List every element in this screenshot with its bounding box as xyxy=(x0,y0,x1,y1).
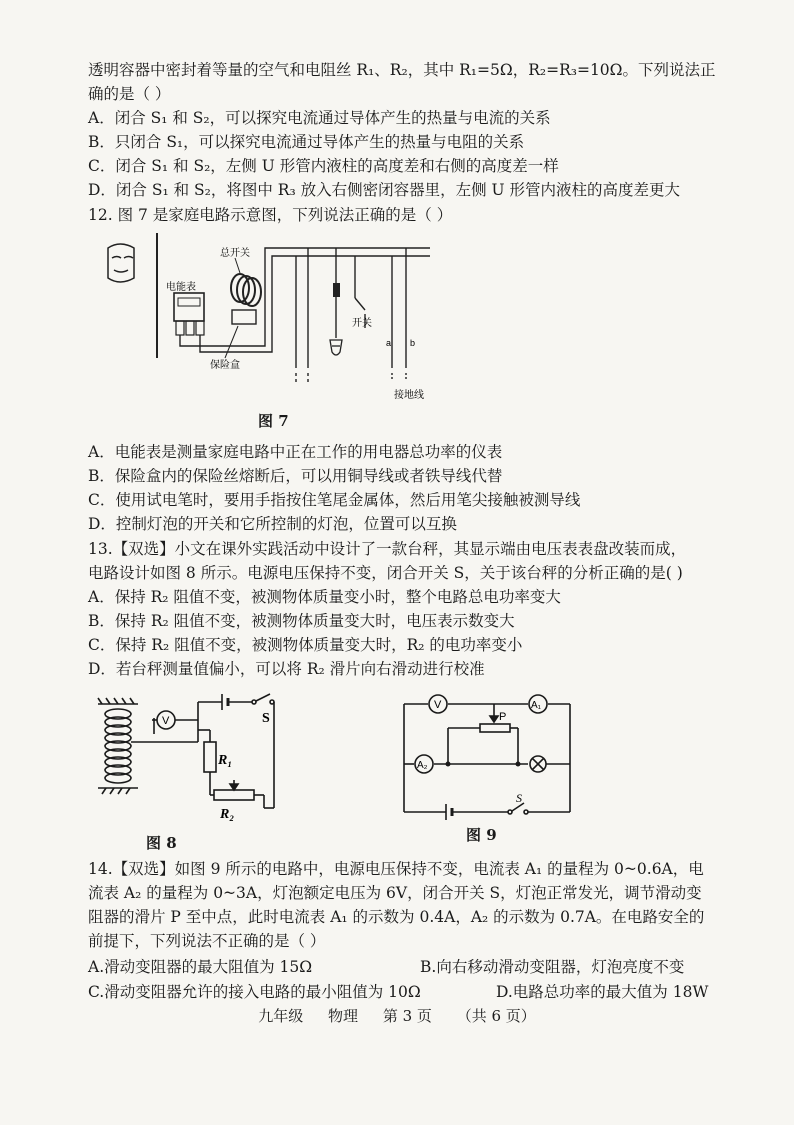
figure-7-household-circuit xyxy=(100,228,440,408)
label-switch: 开关 xyxy=(352,318,372,329)
label-a2: A₂ xyxy=(417,760,428,771)
q12-option-a: A．电能表是测量家庭电路中正在工作的用电器总功率的仪表 xyxy=(88,443,503,461)
q12-stem: 12. 图 7 是家庭电路示意图，下列说法正确的是（ ） xyxy=(88,206,453,224)
figure-8-caption: 图 8 xyxy=(146,834,177,852)
figure-9-parallel-circuit xyxy=(398,692,578,822)
label-main-switch: 总开关 xyxy=(220,248,250,259)
label-a1: A₁ xyxy=(531,700,542,711)
q13-option-d: D．若台秤测量值偏小，可以将 R₂ 滑片向右滑动进行校准 xyxy=(88,660,485,678)
label-energy-meter: 电能表 xyxy=(166,282,196,293)
footer-total: （共 6 页） xyxy=(456,1007,536,1025)
q11-option-d: D．闭合 S₁ 和 S₂，将图中 R₃ 放入右侧密闭容器里，左侧 U 形管内液柱的高度差更大 xyxy=(88,181,681,199)
q14-option-b: B.向右移动滑动变阻器，灯泡亮度不变 xyxy=(420,958,685,976)
q11-option-c: C．闭合 S₁ 和 S₂，左侧 U 形管内液柱的高度差和右侧的高度差一样 xyxy=(88,157,559,175)
q13-line1: 13.【双选】小文在课外实践活动中设计了一款台秤，其显示端由电压表表盘改装而成， xyxy=(88,540,687,558)
label-switch-s: S xyxy=(262,711,270,726)
label-r2: R₂ xyxy=(220,807,235,822)
q14-option-c: C.滑动变阻器允许的接入电路的最小阻值为 10Ω xyxy=(88,983,421,1001)
q14-line1: 14.【双选】如图 9 所示的电路中，电源电压保持不变，电流表 A₁ 的量程为 0~0.6A，电 xyxy=(88,860,704,878)
q14-line2: 流表 A₂ 的量程为 0~3A，灯泡额定电压为 6V，闭合开关 S，灯泡正常发光，调节滑动变 xyxy=(88,884,702,902)
q14-option-d: D.电路总功率的最大值为 18W xyxy=(496,983,709,1001)
footer-subject: 物理 xyxy=(328,1007,359,1025)
footer-grade: 九年级 xyxy=(258,1007,304,1025)
label-p: P xyxy=(499,711,507,723)
face-sketch xyxy=(108,244,134,282)
q12-option-b: B．保险盒内的保险丝熔断后，可以用铜导线或者铁导线代替 xyxy=(88,467,503,485)
resistor-r1 xyxy=(204,742,216,772)
q12-option-c: C．使用试电笔时，要用手指按住笔尾金属体，然后用笔尖接触被测导线 xyxy=(88,491,581,509)
q12-option-d: D．控制灯泡的开关和它所控制的灯泡，位置可以互换 xyxy=(88,515,457,533)
fuse-box xyxy=(232,310,256,324)
q14-line3: 阻器的滑片 P 至中点，此时电流表 A₁ 的示数为 0.4A，A₂ 的示数为 0.7A。在电路安全的 xyxy=(88,908,705,926)
label-voltmeter: V xyxy=(434,699,442,711)
label-r1: R₁ xyxy=(218,753,233,768)
figure-9-caption: 图 9 xyxy=(466,826,497,844)
q13-option-c: C．保持 R₂ 阻值不变，被测物体质量变大时，R₂ 的电功率变小 xyxy=(88,636,523,654)
label-b: b xyxy=(410,338,416,348)
label-fuse-box: 保险盒 xyxy=(210,360,240,371)
q14-option-a: A.滑动变阻器的最大阻值为 15Ω xyxy=(88,958,313,976)
label-ground: 接地线 xyxy=(394,390,424,401)
lamp-icon xyxy=(330,340,342,355)
q11-option-a: A．闭合 S₁ 和 S₂，可以探究电流通过导体产生的热量与电流的关系 xyxy=(88,109,551,127)
q14-line4: 前提下，下列说法不正确的是（ ） xyxy=(88,932,326,950)
figure-8-scale-circuit xyxy=(94,690,294,830)
q11-option-b: B．只闭合 S₁，可以探究电流通过导体产生的热量与电阻的关系 xyxy=(88,133,525,151)
footer-page: 第 3 页 xyxy=(382,1007,432,1025)
label-a: a xyxy=(386,338,392,348)
q13-option-b: B．保持 R₂ 阻值不变，被测物体质量变大时，电压表示数变大 xyxy=(88,612,515,630)
energy-meter xyxy=(174,293,204,321)
q11-line2: 确的是（ ） xyxy=(88,85,171,103)
figure-7-caption: 图 7 xyxy=(258,412,289,430)
main-switch xyxy=(231,274,261,306)
spring-icon xyxy=(105,709,131,783)
resistor-r2 xyxy=(214,790,254,800)
page-footer xyxy=(0,1005,794,1026)
q11-line1: 透明容器中密封着等量的空气和电阻丝 R₁、R₂，其中 R₁=5Ω，R₂=R₃=10Ω。下列说法正 xyxy=(88,61,716,79)
q13-option-a: A．保持 R₂ 阻值不变，被测物体质量变小时，整个电路总电功率变大 xyxy=(88,588,561,606)
q13-line2: 电路设计如图 8 所示。电源电压保持不变，闭合开关 S，关于该台秤的分析正确的是( ) xyxy=(88,564,683,582)
label-s: S xyxy=(516,791,522,805)
label-voltmeter: V xyxy=(162,715,170,727)
